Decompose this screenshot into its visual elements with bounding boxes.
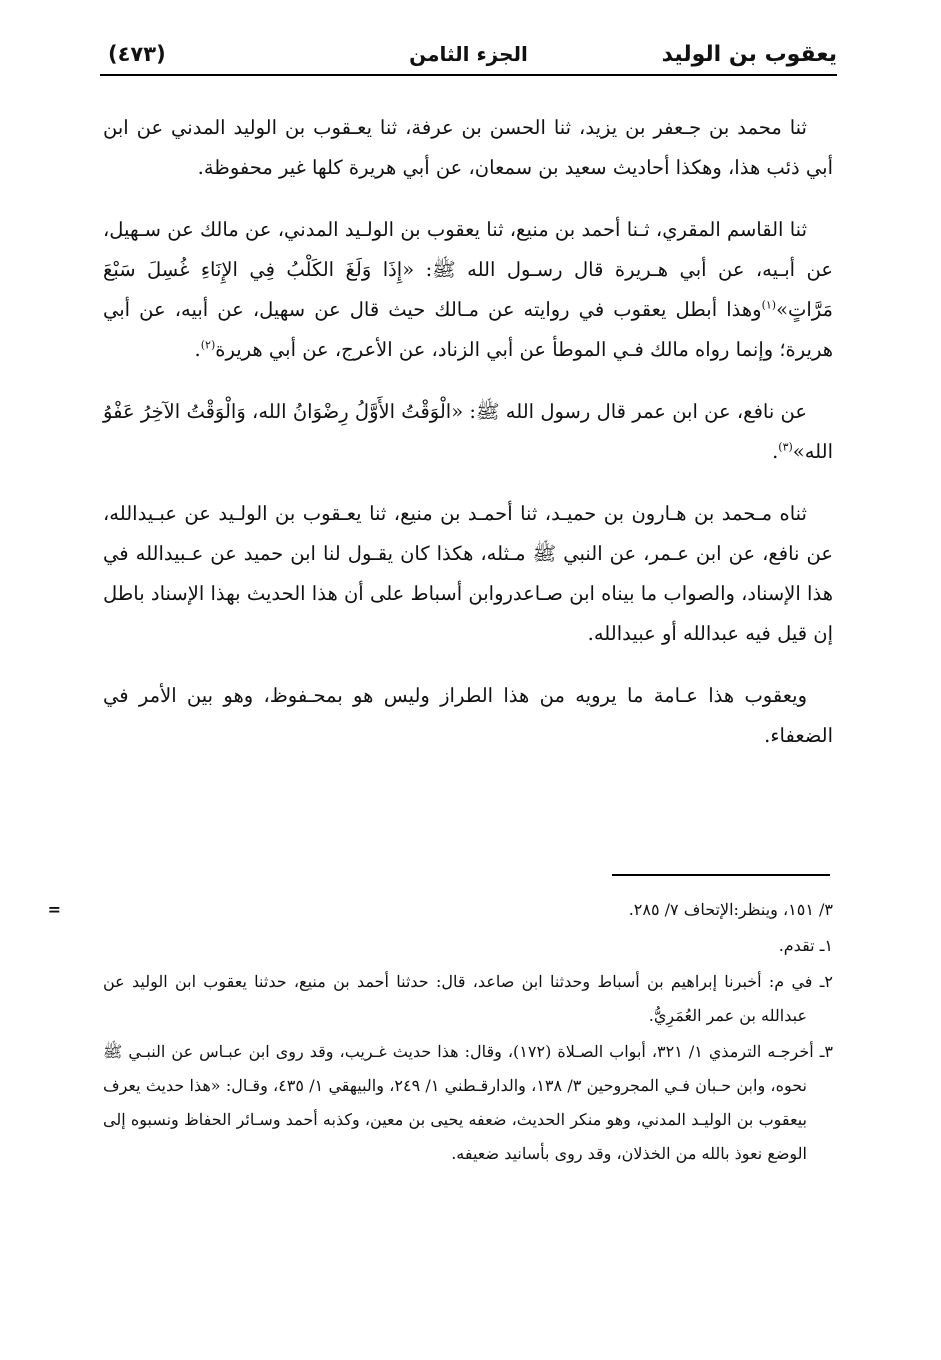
- running-title: يعقوب بن الوليد: [661, 42, 837, 67]
- footnote-ref-1: (١): [761, 298, 777, 312]
- paragraph-5: ويعقوب هذا عـامة ما يرويه من هذا الطراز وليس هو بمحـفوظ، وهو بين الأمر في الضعفاء.: [103, 684, 833, 747]
- paragraph-3: عن نافع، عن ابن عمر قال رسول الله ﷺ: «الْوَقْتُ الأَوَّلُ رِضْوَانُ الله، وَالْوَقْتُ الآخِرُ عَفْوُ الله»$^{(٣)}$.: [103, 400, 833, 463]
- footnote-continuation: = ٣/ ١٥١، وينظر:الإتحاف ٧/ ٢٨٥.: [47, 900, 833, 919]
- paragraph-1: ثنا محمد بن جـعفر بن يزيد، ثنا الحسن بن عرفة، ثنا يعـقوب بن الوليد المدني عن ابن أبي ذئب هذا، وهكذا أحاديث سعيد بن سمعان، عن أبي هريرة كلها غير محفوظة.: [103, 116, 833, 179]
- footnote-ref-2: (٢): [200, 338, 216, 352]
- volume-title: الجزء الثامن: [409, 42, 528, 66]
- header-rule: [100, 74, 837, 76]
- footnote-1: ١ـ تقدم.: [778, 936, 833, 955]
- paragraph-2: ثنا القاسم المقري، ثـنا أحمد بن منيع، ثنا يعقوب بن الولـيد المدني، عن مالك عن سـهيل، عن أبـيه، عن أبي هـريرة قال رسـول الله ﷺ: «إِذَا وَلَغَ الكَلْبُ فِي الإِنَاءِ غُسِلَ سَبْعَ مَرَّاتٍ»$^{(١)}$وهذا أبطل يعقوب في روايته عن مـالك حيث قال عن سهيل، عن أبيه، عن أبي هريرة؛ وإنما رواه مالك فـي الموطأ عن أبي الزناد، عن الأعرج، عن أبي هريرة$^{(٢)}$.: [103, 218, 833, 361]
- page-header: [100, 40, 837, 80]
- page-number: (٤٧٣): [108, 42, 166, 66]
- footnote-separator: [612, 874, 830, 876]
- footnote-3: ٣ـ أخرجـه الترمذي ١/ ٣٢١، أبواب الصـلاة (١٧٢)، وقال: هذا حديث غـريب، وقد روى ابن عبـاس عن النبـي ﷺ نحوه، وابن حـبان فـي المجروحين ٣/ ١٣٨، والدارقـطني ١/ ٢٤٩، والبيهقي ١/ ٤٣٥، وقـال: «هذا حديث يعرف بيعقوب بن الوليـد المدني، وهو منكر الحديث، ضعفه يحيى بن معين، وكذبه أحمد وسـائر الحفاظ ونسبوه إلى الوضع نعوذ بالله من الخذلان، وقد روى بأسانيد ضعيفه.: [103, 1042, 833, 1163]
- footnote-ref-3: (٣): [778, 440, 793, 454]
- footnotes: [47, 893, 833, 1173]
- paragraph-4: ثناه مـحمد بن هـارون بن حميـد، ثنا أحمـد بن منيع، ثنا يعـقوب بن الولـيد عن عبـيدالله، عن نافع، عن ابن عـمر، عن النبي ﷺ مـثله، هكذا كان يقـول لنا ابن حميد عن عـبيدالله في هذا الإسناد، والصواب ما بيناه ابن صـاعدروابن أسباط على أن هذا الحديث بهذا الإسناد باطل إن قيل فيه عبدالله أو عبيدالله.: [103, 502, 833, 645]
- main-text: [103, 108, 833, 778]
- footnote-2: ٢ـ في م: أخبرنا إبراهيم بن أسباط وحدثنا ابن صاعد، قال: حدثنا أحمد بن منيع، حدثنا يعقوب ابن الوليد عن عبدالله بن عمر العُمَرِيُّ.: [103, 972, 833, 1025]
